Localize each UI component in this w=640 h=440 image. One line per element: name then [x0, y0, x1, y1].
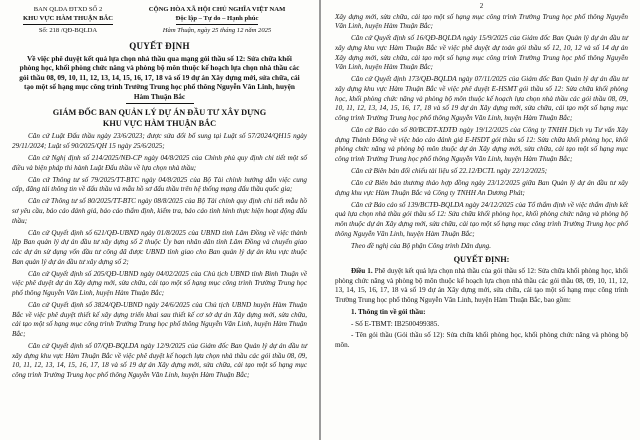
article-1 [335, 267, 628, 306]
page-number: 2 [479, 2, 484, 10]
legal-basis-paragraph: Xây dựng mới, sửa chữa, cải tạo một số hạng mục công trình Trường Trung học phổ thông Nguyễn Văn Linh, huyện Hàm Thuận Bắc; [335, 12, 628, 31]
number-date-row [12, 27, 307, 36]
national-motto: Độc lập – Tự do – Hạnh phúc [176, 15, 259, 25]
legal-basis-paragraph: Căn cứ Biên bản thương thảo hợp đồng ngày 23/12/2025 giữa Ban Quản lý dự án đầu tư xây dựng khu vực Hàm Thuận Bắc và Công ty TNHH An Dương Phát; [335, 178, 628, 197]
legal-basis-paragraph: Căn cứ Báo cáo số 139/BCTĐ-BQLDA ngày 24/12/2025 của Tổ thẩm định về việc thẩm định kết quả lựa chọn nhà thầu gói thầu số 12: Sửa chữa khối phòng học, khối phòng chức năng và phòng bộ môn thuộc dự án Xây dựng mới, sửa chữa, cải tạo một số hạng mục công trình Trường Trung học phổ thông Nguyễn Văn Linh, huyện Hàm Thuận Bắc; [335, 200, 628, 238]
legal-basis-paragraph: Căn cứ Quyết định số 16/QĐ-BQLDA ngày 15/9/2025 của Giám đốc Ban Quản lý dự án đầu tư xây dựng khu vực Hàm Thuận Bắc về việc phê duyệt dự toán gói thầu số 12, 10, 12 và số 14 dự án Xây dựng mới, sửa chữa, cải tạo một số hạng mục công trình Trường Trung học phổ thông Nguyễn Văn Linh, huyện Hàm Thuận Bắc; [335, 34, 628, 72]
legal-basis-paragraph: Căn cứ Quyết định 173/QĐ-BQLDA ngày 07/11/2025 của Giám đốc Ban Quản lý dự án đầu tư xây dựng khu vực Hàm Thuận Bắc về việc phê duyệt E-HSMT gói thầu số 12: Sửa chữa khối phòng học, khối phòng chức năng và phòng bộ môn thuộc kế hoạch lựa chọn nhà thầu các gói thầu 08, 09, 10, 11, 12, 13, 14, 15, 16, 17, 18 và số 19 dự án Xây dựng mới, sửa chữa, cải tạo một số hạng mục công trình Trường Trung học phổ thông Nguyễn Văn Linh, huyện Hàm Thuận Bắc; [335, 75, 628, 123]
legal-basis-paragraph: Căn cứ Thông tư số 79/2025/TT-BTC ngày 04/8/2025 của Bộ Tài chính hướng dẫn việc cung cấp, đăng tải thông tin về đấu thầu và mẫu hồ sơ đấu thầu trên hệ thống mạng đấu thầu quốc gia; [12, 175, 307, 194]
legal-basis-paragraph: Căn cứ Quyết định số 07/QĐ-BQLDA ngày 12/9/2025 của Giám đốc Ban Quản lý dự án đầu tư xây dựng khu vực Hàm Thuận Bắc về việc phê duyệt kế hoạch lựa chọn nhà thầu các gói thầu 08, 09, 10, 11, 12, 13, 14, 15, 16, 17, 18 và số 19 dự án Xây dựng mới, sửa chữa, cải tạo một số hạng mục công trình Trường Trung học phổ thông Nguyễn Văn Linh, huyện Hàm Thuận Bắc; [12, 341, 307, 380]
legal-basis-paragraph: Căn cứ Báo cáo số 80/BCĐT-XDTĐ ngày 19/12/2025 của Công ty TNHH Dịch vụ Tư vấn Xây dựng Thành Đông về việc báo cáo đánh giá E-HSDT gói thầu số 12: Sửa chữa khối phòng học, khối phòng chức năng và phòng bộ môn thuộc dự án Xây dựng mới, sửa chữa, cải tạo một số hạng mục công trình Trường Trung học phổ thông Nguyễn Văn Linh, huyện Hàm Thuận Bắc; [335, 125, 628, 164]
document-page-1 [0, 0, 319, 440]
package-name-item: - Tên gói thầu (Gói thầu số 12): Sửa chữa khối phòng học, khối phòng chức năng và phòng bộ môn. [335, 331, 628, 350]
agency-name-line2: KHU VỰC HÀM THUẬN BẮC [23, 15, 113, 25]
article-1-label: Điều 1. [351, 266, 373, 275]
agency-name-line1: BAN QLDA ĐTXD SỐ 2 [33, 6, 103, 13]
subject-divider [126, 103, 194, 104]
legal-basis-paragraph: Căn cứ Thông tư số 80/2025/TT-BTC ngày 08/8/2025 của Bộ Tài chính quy định chi tiết mẫu hồ sơ yêu cầu, báo cáo đánh giá, báo cáo thẩm định, kiểm tra, báo cáo tình hình thực hiện hoạt động đấu thầu; [12, 197, 307, 225]
document-number: Số: 218 /QĐ-BQLDA [38, 27, 98, 35]
section-1-heading: 1. Thông tin về gói thầu: [351, 307, 426, 316]
legal-basis-paragraph: Căn cứ Quyết định số 621/QĐ-UBND ngày 01/8/2025 của UBND tỉnh Lâm Đồng về việc thành lập Ban quản lý dự án đầu tư xây dựng số 2 thuộc Ủy ban nhân dân tỉnh Lâm Đồng và chuyển giao các dự án sử dụng vốn đầu tư công đã được UBND tỉnh giao cho Ban quản lý dự án khu vực thuộc Ban quản lý dự án đầu tư xây dựng số 2; [12, 228, 307, 266]
article-1-text: Phê duyệt kết quả lựa chọn nhà thầu của gói thầu số 12: Sửa chữa khối phòng học, khối phòng chức năng và phòng bộ môn thuộc kế hoạch lựa chọn nhà thầu các gói thầu 08, 09, 10, 11, 12, 13, 14, 15, 16, 17, 18 và số 19 dự án Xây dựng mới, sửa chữa, cải tạo một số hạng mục công trình Trường Trung học phổ thông Nguyễn Văn Linh, huyện Hàm Thuận Bắc, bao gồm: [335, 266, 628, 304]
document-date: Hàm Thuận, ngày 25 tháng 12 năm 2025 [162, 27, 272, 35]
national-title: CỘNG HÒA XÃ HỘI CHỦ NGHĨA VIỆT NAM [148, 6, 286, 13]
legal-basis-paragraph: Căn cứ Luật Đấu thầu ngày 23/6/2023; được sửa đổi bổ sung tại Luật số 57/2024/QH15 ngày 29/11/2024; Luật số 90/2025/QH 15 ngày 25/6/2025; [12, 132, 307, 150]
legal-basis-paragraph: Căn cứ Quyết định số 3824/QĐ-UBND ngày 24/6/2025 của Chủ tịch UBND huyện Hàm Thuận Bắc về việc phê duyệt thiết kế xây dựng triển khai sau thiết kế cơ sở dự án Xây dựng mới, sửa chữa, cải tạo một số hạng mục công trình Trường Trung học phổ thông Nguyễn Văn Linh, huyện Hàm Thuận Bắc; [12, 300, 307, 339]
etbmt-number-item: - Số E-TBMT: IB2500499385. [351, 319, 440, 328]
document-subject: Về việc phê duyệt kết quả lựa chọn nhà thầu qua mạng gói thầu số 12: Sửa chữa khối phòng học, khối phòng chức năng và phòng bộ môn thuộc kế hoạch lựa chọn nhà thầu các gói thầu 08, 09, 10, 11, 12, 13, 14, 15, 16, 17, 18 và số 19 dự án Xây dựng mới, sửa chữa, cải tạo một số hạng mục công trình Trường Trung học phổ thông Nguyễn Văn Linh, huyện Hàm Thuận Bắc [19, 53, 300, 102]
document-title: QUYẾT ĐỊNH [129, 41, 190, 52]
legal-basis-paragraph: Căn cứ Quyết định số 205/QĐ-UBND ngày 04/02/2025 của Chủ tịch UBND tỉnh Bình Thuận về việc phê duyệt dự án Xây dựng mới, sửa chữa, cải tạo một số hạng mục công trình Trường Trung học phổ thông Nguyễn Văn Linh, huyện Hàm Thuận Bắc; [12, 269, 307, 297]
document-page-2 [321, 0, 640, 440]
proposal-paragraph: Theo đề nghị của Bộ phận Công trình Dân dụng. [351, 241, 492, 250]
issuing-agency-block [12, 6, 124, 25]
document-header [12, 6, 307, 25]
legal-basis-paragraph: Căn cứ Biên bản đối chiếu tài liệu số 22.12/ĐCTL ngày 22/12/2025; [351, 167, 548, 176]
national-title-block [127, 6, 307, 25]
legal-basis-paragraph: Căn cứ Nghị định số 214/2025/NĐ-CP ngày 04/8/2025 của Chính phủ quy định chi tiết một số điều và biện pháp thi hành Luật Đấu thầu về lựa chọn nhà thầu; [12, 153, 307, 172]
authority-title-line1: GIÁM ĐỐC BAN QUẢN LÝ DỰ ÁN ĐẦU TƯ XÂY DỰNG [52, 107, 267, 117]
authority-title-line2: KHU VỰC HÀM THUẬN BẮC [102, 118, 217, 128]
decision-heading: QUYẾT ĐỊNH: [453, 254, 510, 264]
